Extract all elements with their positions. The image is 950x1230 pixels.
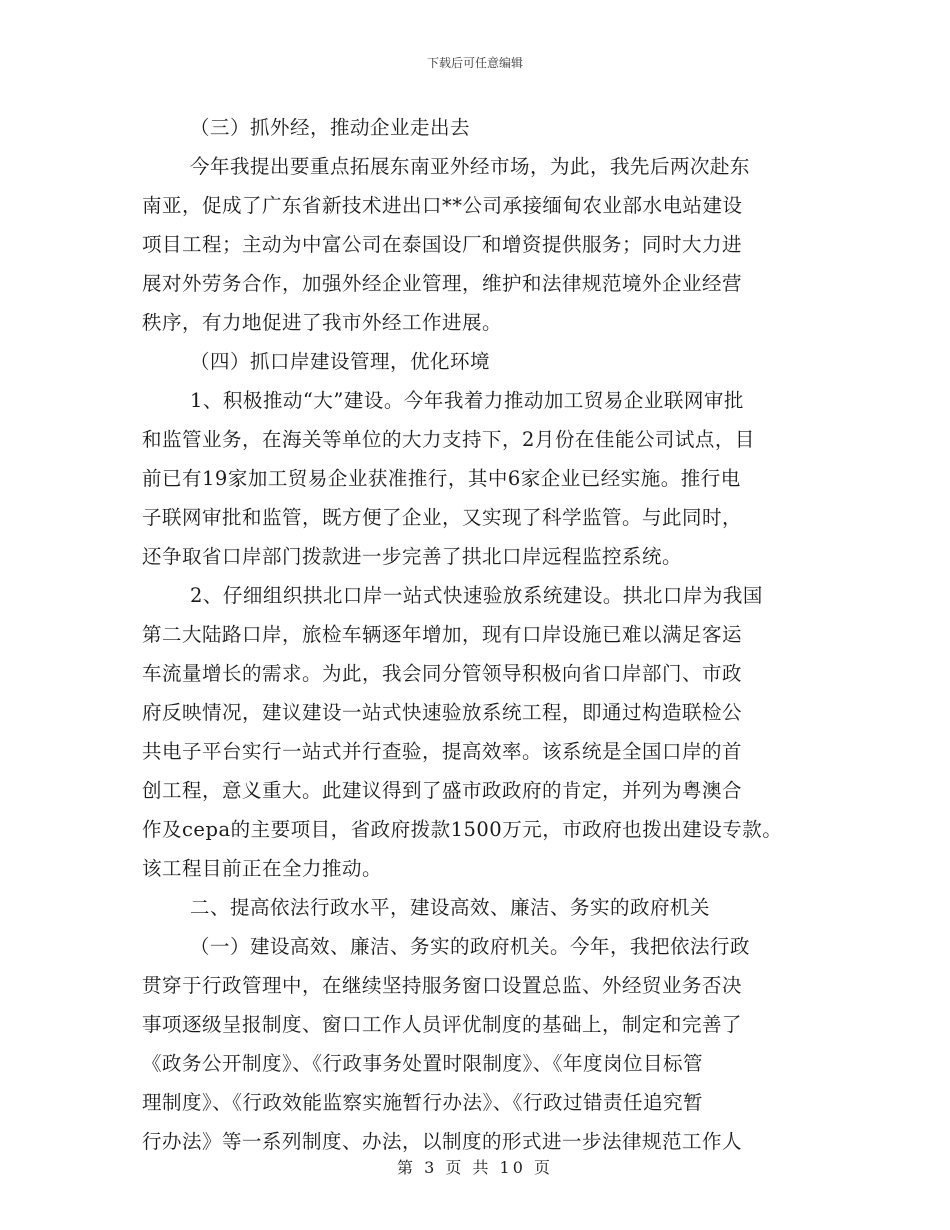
text-line: 行办法》等一系列制度、办法，以制度的形式进一步法律规范工作人 — [142, 1130, 743, 1153]
text-line: 南亚，促成了广东省新技术进出口**公司承接缅甸农业部水电站建设 — [142, 194, 743, 217]
page-header: 下载后可任意编辑 — [426, 56, 523, 70]
page-footer: 第 3 页 共 10 页 — [397, 1158, 553, 1177]
text-line: 贯穿于行政管理中，在继续坚持服务窗口设置总监、外经贸业务否决 — [142, 974, 743, 997]
text-line: 2、仔细组织拱北口岸一站式快速验放系统建设。拱北口岸为我国 — [190, 584, 763, 607]
text-line: 作及cepa的主要项目，省政府拨款1500万元，市政府也拨出建设专款。 — [142, 818, 783, 841]
text-line: 项目工程；主动为中富公司在泰国设厂和增资提供服务；同时大力进 — [142, 233, 743, 256]
text-line: 今年我提出要重点拓展东南亚外经市场，为此，我先后两次赴东 — [190, 155, 751, 178]
document-body — [142, 108, 842, 1161]
text-line: 前已有19家加工贸易企业获准推行，其中6家企业已经实施。推行电 — [142, 467, 741, 490]
text-line: 《政务公开制度》、《行政事务处置时限制度》、《年度岗位目标管 — [142, 1052, 704, 1075]
text-line: 二、提高依法行政水平，建设高效、廉洁、务实的政府机关 — [190, 896, 711, 919]
text-line: （一）建设高效、廉洁、务实的政府机关。今年，我把依法行政 — [190, 935, 751, 958]
text-line: （四）抓口岸建设管理，优化环境 — [190, 350, 491, 373]
text-line: 理制度》、《行政效能监察实施暂行办法》、《行政过错责任追究暂 — [142, 1091, 704, 1114]
text-line: 子联网审批和监管，既方便了企业，又实现了科学监管。与此同时， — [142, 506, 743, 529]
text-line: 该工程目前正在全力推动。 — [142, 857, 383, 880]
text-line: 府反映情况，建议建设一站式快速验放系统工程，即通过构造联检公 — [142, 701, 743, 724]
text-line: 和监管业务，在海关等单位的大力支持下，2月份在佳能公司试点，目 — [142, 428, 755, 451]
text-line: 还争取省口岸部门拨款进一步完善了拱北口岸远程监控系统。 — [142, 545, 683, 568]
text-line: （三）抓外经，推动企业走出去 — [190, 116, 471, 139]
text-line: 车流量增长的需求。为此，我会同分管领导积极向省口岸部门、市政 — [142, 662, 743, 685]
text-line: 事项逐级呈报制度、窗口工作人员评优制度的基础上，制定和完善了 — [142, 1013, 743, 1036]
text-line: 1、积极推动“大”建设。今年我着力推动加工贸易企业联网审批 — [190, 389, 744, 412]
text-line: 秩序，有力地促进了我市外经工作进展。 — [142, 311, 503, 334]
text-line: 创工程，意义重大。此建议得到了盛市政政府的肯定，并列为粤澳合 — [142, 779, 743, 802]
text-line: 共电子平台实行一站式并行查验，提高效率。该系统是全国口岸的首 — [142, 740, 743, 763]
text-line: 展对外劳务合作，加强外经企业管理，维护和法律规范境外企业经营 — [142, 272, 743, 295]
text-line: 第二大陆路口岸，旅检车辆逐年增加，现有口岸设施已难以满足客运 — [142, 623, 743, 646]
